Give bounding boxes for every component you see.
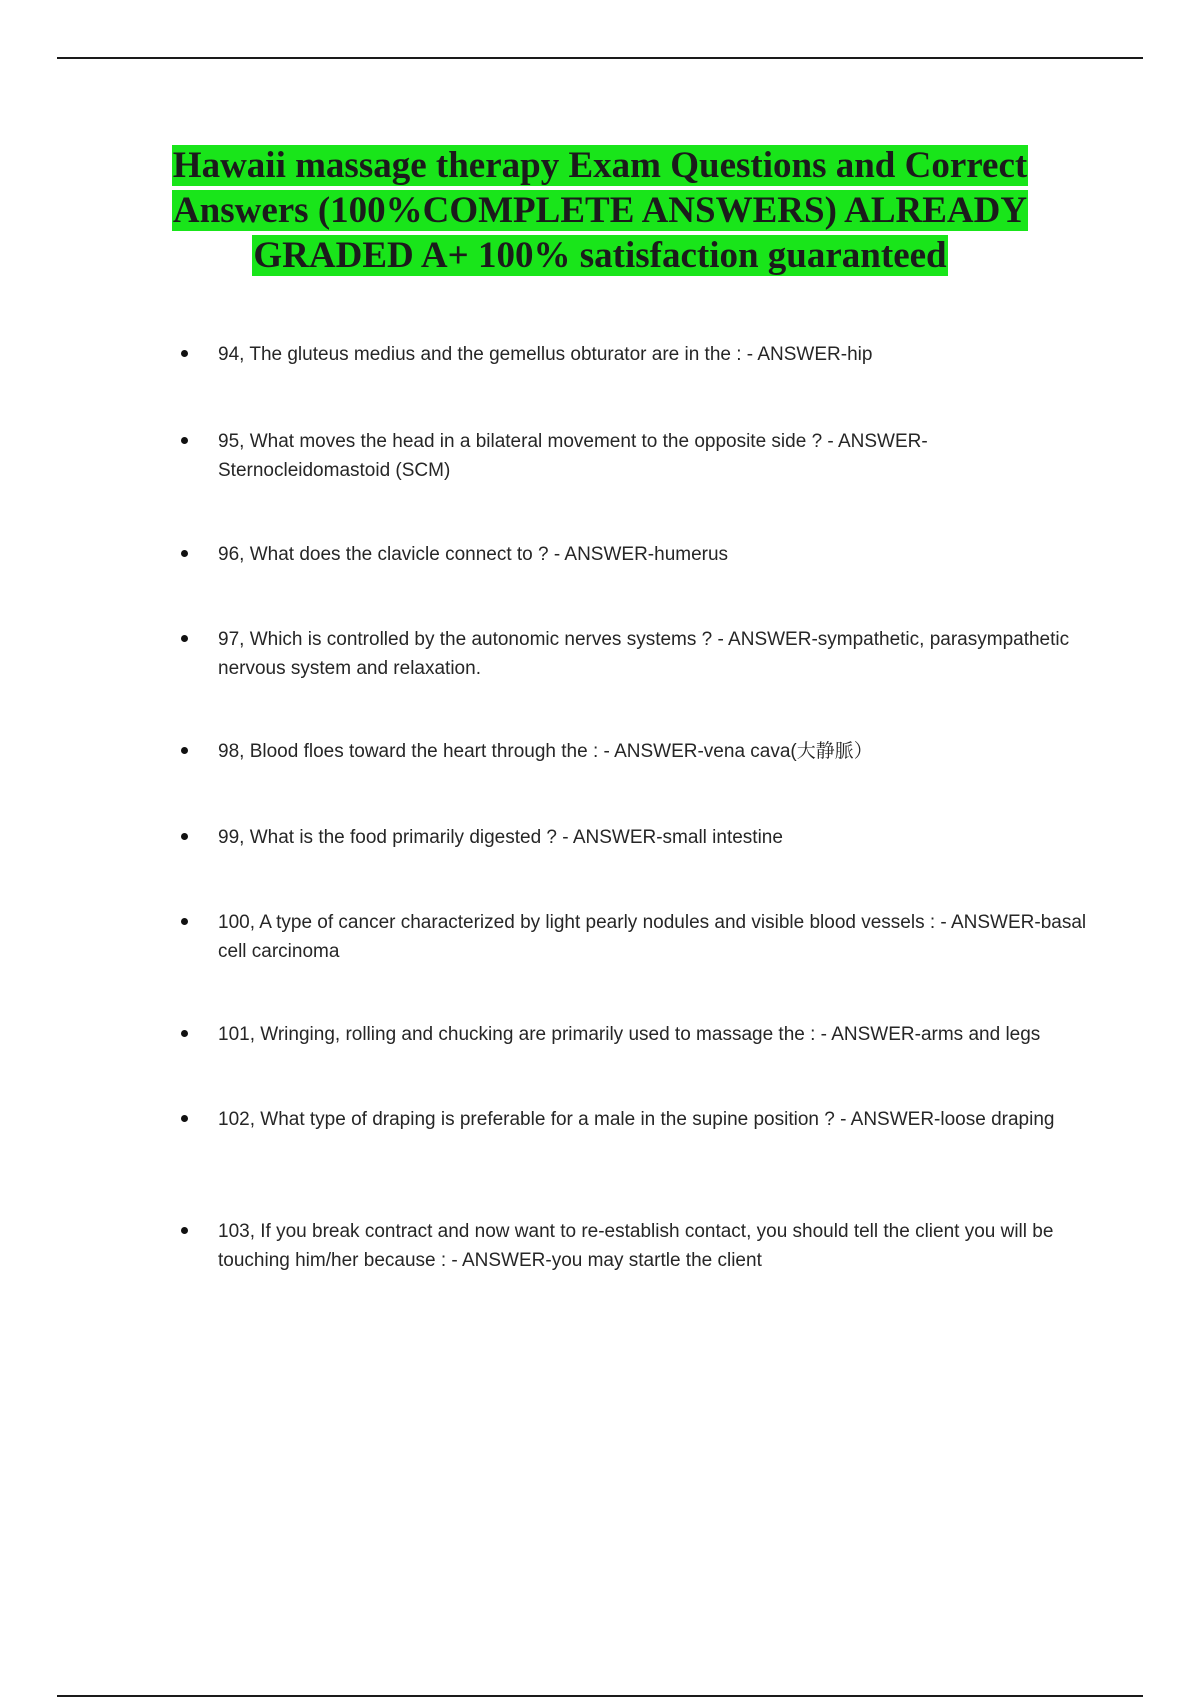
- question-answer-text: 100, A type of cancer characterized by light pearly nodules and visible blood vessels : - ANSWER-basal cell carcinoma: [218, 912, 1087, 962]
- bullet-icon: [181, 350, 188, 357]
- question-answer-text: 94, The gluteus medius and the gemellus obturator are in the : - ANSWER-hip: [218, 344, 873, 365]
- bullet-icon: [181, 550, 188, 557]
- bullet-icon: [181, 437, 188, 444]
- bullet-icon: [181, 918, 188, 925]
- bullet-icon: [181, 833, 188, 840]
- bullet-icon: [181, 1030, 188, 1037]
- title-block: [140, 143, 1060, 278]
- question-answer-text: 97, Which is controlled by the autonomic nerves systems ? - ANSWER-sympathetic, parasympathetic nervous system and relaxation.: [218, 629, 1070, 679]
- question-answer-text: 103, If you break contract and now want to re-establish contact, you should tell the client you will be touching him/her because : - ANSWER-you may startle the client: [218, 1221, 1054, 1271]
- bullet-icon: [181, 1115, 188, 1122]
- document-title: [140, 143, 1060, 278]
- bullet-icon: [181, 635, 188, 642]
- footer-rule: [57, 1695, 1143, 1697]
- question-answer-text: 102, What type of draping is preferable for a male in the supine position ? - ANSWER-loose draping: [218, 1109, 1055, 1130]
- document-title-text: Hawaii massage therapy Exam Questions and Correct Answers (100%COMPLETE ANSWERS) ALREADY GRADED A+ 100% satisfaction guaranteed: [172, 145, 1028, 276]
- question-answer-text: 96, What does the clavicle connect to ? - ANSWER-humerus: [218, 544, 729, 565]
- question-answer-text: 101, Wringing, rolling and chucking are primarily used to massage the : - ANSWER-arms and legs: [218, 1024, 1041, 1045]
- header-rule: [57, 57, 1143, 59]
- bullet-icon: [181, 747, 188, 754]
- question-answer-text: 98, Blood floes toward the heart through the : - ANSWER-vena cava(大静脈）: [218, 741, 873, 762]
- bullet-icon: [181, 1227, 188, 1234]
- question-answer-text: 95, What moves the head in a bilateral movement to the opposite side ? - ANSWER-Sternocleidomastoid (SCM): [218, 431, 928, 481]
- question-answer-text: 99, What is the food primarily digested ? - ANSWER-small intestine: [218, 827, 783, 848]
